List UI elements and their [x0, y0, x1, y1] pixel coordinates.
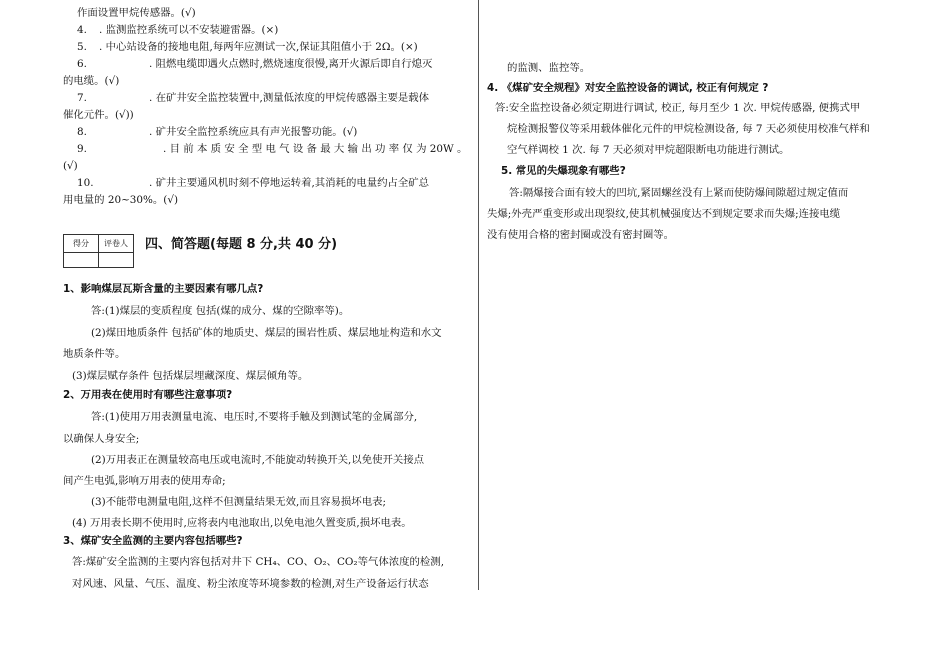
score-label: 得分 [64, 235, 99, 253]
judgment-item-7-cont: 催化元件。(√)) [63, 109, 134, 121]
judgment-item-10-cont: 用电量的 20~30%。(√) [63, 194, 179, 206]
section-4-title: 四、简答题(每题 8 分,共 40 分) [145, 237, 338, 252]
q5-answer-line-3: 没有使用合格的密封圈或没有密封圈等。 [487, 229, 675, 241]
grader-label: 评卷人 [99, 235, 134, 253]
q2-answer-line-3: (2)万用表正在测量较高电压或电流时,不能旋动转换开关,以免使开关接点 [91, 454, 425, 466]
q4-answer-line-2: 烷检测报警仪等采用载体催化元件的甲烷检测设备, 每 7 天必须使用校准气样和 [507, 123, 870, 135]
judgment-item-7-num: 7. [77, 92, 87, 104]
q2-answer-line-1: 答:(1)使用万用表测量电流、电压时,不要将手触及到测试笔的金属部分, [91, 411, 418, 423]
grader-cell[interactable] [99, 253, 134, 268]
question-4-title: 4. 《煤矿安全规程》对安全监控设备的调试, 校正有何规定 ? [487, 82, 769, 94]
judgment-item-8: . 矿井安全监控系统应具有声光报警功能。(√) [149, 126, 358, 138]
q1-answer-line-4: (3)煤层赋存条件 包括煤层埋藏深度、煤层倾角等。 [72, 370, 309, 382]
judgment-item-6-cont: 的电缆。(√) [63, 75, 120, 87]
judgment-item-6: . 阻燃电缆即遇火点燃时,燃烧速度很慢,离开火源后即自行熄灭 [149, 58, 433, 70]
question-1-title: 1、影响煤层瓦斯含量的主要因素有哪几点? [63, 283, 264, 295]
score-table [63, 234, 134, 268]
column-divider [478, 0, 479, 590]
question-3-title: 3、煤矿安全监测的主要内容包括哪些? [63, 535, 243, 547]
q5-answer-line-1: 答:隔爆接合面有较大的凹坑,紧固螺丝没有上紧而使防爆间隙超过规定值而 [509, 187, 849, 199]
q2-answer-line-5: (3)不能带电测量电阻,这样不但测量结果无效,而且容易损坏电表; [91, 496, 386, 508]
judgment-item-7: . 在矿井安全监控装置中,测量低浓度的甲烷传感器主要是载体 [149, 92, 430, 104]
judgment-item-9: . 目 前 本 质 安 全 型 电 气 设 备 最 大 输 出 功 率 仅 为 20W 。 [163, 143, 468, 155]
judgment-item-9-cont: (√) [63, 160, 78, 172]
judgment-item-6-num: 6. [77, 58, 87, 70]
q5-answer-line-2: 失爆;外壳严重变形或出现裂纹,使其机械强度达不到规定要求而失爆;连接电缆 [487, 208, 841, 220]
judgment-item-8-num: 8. [77, 126, 87, 138]
q4-answer-line-3: 空气样调校 1 次. 每 7 天必须对甲烷超限断电功能进行测试。 [507, 144, 790, 156]
judgment-item-10-num: 10. [77, 177, 94, 189]
q1-answer-line-3: 地质条件等。 [63, 348, 126, 360]
score-cell[interactable] [64, 253, 99, 268]
q1-answer-line-2: (2)煤田地质条件 包括矿体的地质史、煤层的围岩性质、煤层地址构造和水文 [91, 327, 442, 339]
q3-answer-line-3: 的监测、监控等。 [507, 62, 591, 74]
q2-answer-line-4: 间产生电弧,影响万用表的使用寿命; [63, 475, 226, 487]
judgment-item-4-num: 4. [77, 24, 87, 36]
q1-answer-line-1: 答:(1)煤层的变质程度 包括(煤的成分、煤的空隙率等)。 [91, 305, 350, 317]
judgment-item-9-num: 9. [77, 143, 87, 155]
q3-answer-line-1: 答:煤矿安全监测的主要内容包括对井下 CH₄、CO、O₂、CO₂等气体浓度的检测, [72, 556, 445, 568]
q2-answer-line-6: (4) 万用表长期不使用时,应将表内电池取出,以免电池久置变质,损坏电表。 [72, 517, 412, 529]
judgment-item-5: . 中心站设备的接地电阻,每两年应测试一次,保证其阻值小于 2Ω。(×) [99, 41, 418, 53]
q2-answer-line-2: 以确保人身安全; [63, 433, 140, 445]
judgment-item-4: . 监测监控系统可以不安装避雷器。(×) [99, 24, 279, 36]
judgment-item-5-num: 5. [77, 41, 87, 53]
q4-answer-line-1: 答:安全监控设备必须定期进行调试, 校正, 每月至少 1 次. 甲烷传感器, 便携式甲 [495, 102, 861, 114]
q3-answer-line-2: 对风速、风量、气压、温度、粉尘浓度等环境参数的检测,对生产设备运行状态 [72, 578, 429, 590]
judgment-item-10: . 矿井主要通风机时刻不停地运转着,其消耗的电量约占全矿总 [149, 177, 430, 189]
judgment-item-3-cont: 作面设置甲烷传感器。(√) [77, 7, 196, 19]
question-2-title: 2、万用表在使用时有哪些注意事项? [63, 389, 233, 401]
question-5-title: 5. 常见的失爆现象有哪些? [501, 165, 626, 177]
